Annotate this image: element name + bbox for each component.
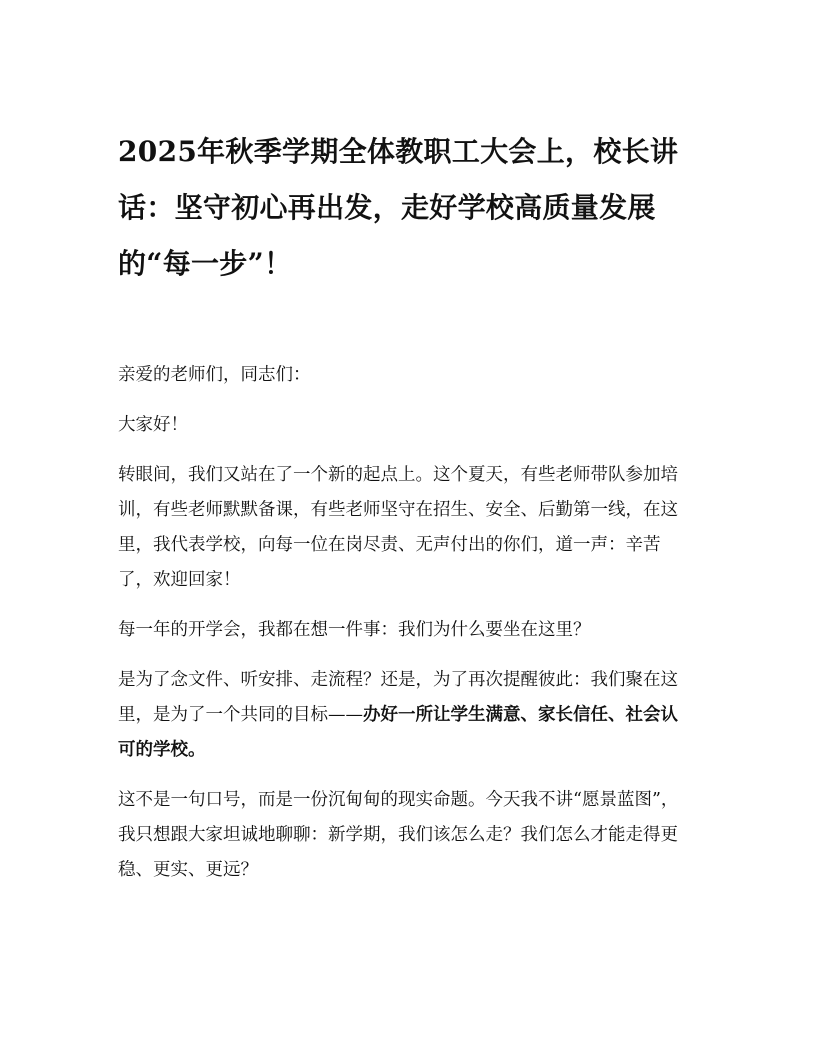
paragraph-goal-emphasis: 办好一所让学生满意、家长信任、社会认可的学校。 [118, 705, 678, 760]
paragraph-reality: 这不是一句口号，而是一份沉甸甸的现实命题。今天我不讲“愿景蓝图”，我只想跟大家坦诚地聊聊：新学期，我们该怎么走？我们怎么才能走得更稳、更实、更远？ [118, 790, 679, 880]
paragraph-welcome: 转眼间，我们又站在了一个新的起点上。这个夏天，有些老师带队参加培训，有些老师默默备课，有些老师坚守在招生、安全、后勤第一线，在这里，我代表学校，向每一位在岗尽责、无声付出的你们，道一声：辛苦了，欢迎回家！ [118, 465, 678, 590]
paragraph-question: 每一年的开学会，我都在想一件事：我们为什么要坐在这里？ [118, 620, 591, 640]
document-body [118, 358, 690, 888]
paragraph-greeting: 亲爱的老师们，同志们： [118, 365, 311, 385]
paragraph-hello: 大家好！ [118, 415, 188, 435]
document-page [118, 124, 690, 903]
paragraph-goal-text: 是为了念文件、听安排、走流程？还是，为了再次提醒彼此：我们聚在这里，是为了一个共同的目标—— [118, 670, 678, 725]
document-title: 2025年秋季学期全体教职工大会上，校长讲话：坚守初心再出发，走好学校高质量发展的“每一步”！ [118, 135, 679, 280]
paragraph-goal [118, 663, 690, 768]
